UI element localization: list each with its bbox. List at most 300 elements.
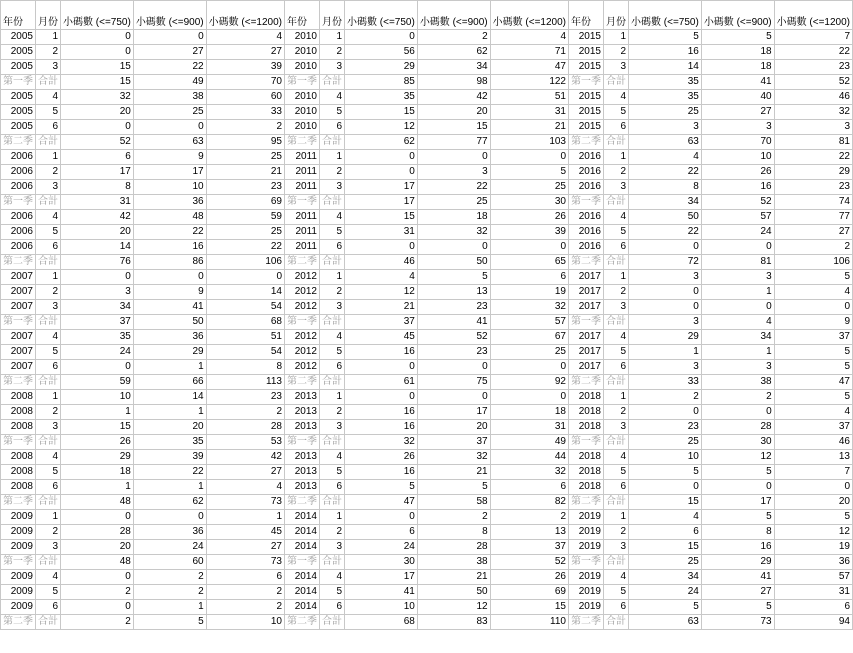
cell-small-1200[interactable]: 113: [206, 375, 284, 390]
cell-month[interactable]: 2: [604, 165, 629, 180]
cell-year[interactable]: 第二季: [285, 255, 320, 270]
cell-month[interactable]: 5: [604, 225, 629, 240]
cell-small-750[interactable]: 34: [629, 195, 702, 210]
cell-small-1200[interactable]: 2: [206, 120, 284, 135]
cell-small-750[interactable]: 35: [61, 330, 134, 345]
cell-small-750[interactable]: 22: [629, 165, 702, 180]
cell-small-1200[interactable]: 0: [774, 480, 852, 495]
cell-small-750[interactable]: 37: [345, 315, 418, 330]
cell-small-750[interactable]: 0: [345, 165, 418, 180]
cell-small-900[interactable]: 28: [701, 420, 774, 435]
cell-small-750[interactable]: 0: [345, 30, 418, 45]
cell-small-1200[interactable]: 49: [490, 435, 568, 450]
cell-small-1200[interactable]: 21: [206, 165, 284, 180]
cell-month[interactable]: 4: [36, 450, 61, 465]
column-header-small-750[interactable]: 小碼數 (<=750): [345, 1, 418, 30]
cell-month[interactable]: 4: [320, 570, 345, 585]
cell-year[interactable]: 2005: [1, 60, 36, 75]
cell-year[interactable]: 2012: [285, 360, 320, 375]
cell-year[interactable]: 2014: [285, 600, 320, 615]
cell-year[interactable]: 2006: [1, 240, 36, 255]
cell-year[interactable]: 第二季: [569, 615, 604, 630]
cell-small-900[interactable]: 2: [417, 510, 490, 525]
cell-small-1200[interactable]: 28: [206, 420, 284, 435]
cell-small-900[interactable]: 1: [701, 285, 774, 300]
cell-year[interactable]: 2007: [1, 345, 36, 360]
cell-small-1200[interactable]: 94: [774, 615, 852, 630]
cell-month[interactable]: 3: [36, 540, 61, 555]
cell-small-900[interactable]: 8: [701, 525, 774, 540]
cell-small-750[interactable]: 2: [61, 585, 134, 600]
cell-small-750[interactable]: 59: [61, 375, 134, 390]
cell-small-1200[interactable]: 81: [774, 135, 852, 150]
cell-small-750[interactable]: 3: [61, 285, 134, 300]
cell-month[interactable]: 6: [36, 120, 61, 135]
cell-small-750[interactable]: 31: [61, 195, 134, 210]
cell-small-900[interactable]: 22: [133, 465, 206, 480]
cell-month[interactable]: 6: [320, 360, 345, 375]
cell-small-1200[interactable]: 47: [490, 60, 568, 75]
cell-small-900[interactable]: 17: [701, 495, 774, 510]
cell-small-900[interactable]: 28: [417, 540, 490, 555]
cell-small-900[interactable]: 34: [701, 330, 774, 345]
cell-small-750[interactable]: 0: [629, 240, 702, 255]
cell-month[interactable]: 2: [320, 525, 345, 540]
cell-small-900[interactable]: 41: [701, 75, 774, 90]
cell-small-750[interactable]: 4: [345, 270, 418, 285]
cell-small-750[interactable]: 61: [345, 375, 418, 390]
cell-month[interactable]: 合計: [320, 495, 345, 510]
cell-small-1200[interactable]: 44: [490, 450, 568, 465]
cell-small-750[interactable]: 15: [345, 210, 418, 225]
cell-year[interactable]: 2006: [1, 150, 36, 165]
cell-small-1200[interactable]: 26: [490, 570, 568, 585]
cell-month[interactable]: 1: [604, 30, 629, 45]
cell-small-900[interactable]: 18: [701, 60, 774, 75]
cell-small-1200[interactable]: 13: [490, 525, 568, 540]
cell-small-750[interactable]: 3: [629, 270, 702, 285]
cell-month[interactable]: 4: [36, 330, 61, 345]
cell-small-750[interactable]: 15: [629, 495, 702, 510]
cell-year[interactable]: 2019: [569, 570, 604, 585]
cell-small-750[interactable]: 33: [629, 375, 702, 390]
cell-small-900[interactable]: 9: [133, 150, 206, 165]
column-header-year[interactable]: 年份: [1, 1, 36, 30]
cell-year[interactable]: 2009: [1, 600, 36, 615]
cell-month[interactable]: 5: [320, 585, 345, 600]
cell-year[interactable]: 第二季: [285, 135, 320, 150]
cell-year[interactable]: 2010: [285, 120, 320, 135]
cell-month[interactable]: 1: [604, 270, 629, 285]
cell-month[interactable]: 2: [36, 405, 61, 420]
cell-small-900[interactable]: 4: [701, 315, 774, 330]
cell-month[interactable]: 6: [320, 240, 345, 255]
cell-month[interactable]: 5: [604, 465, 629, 480]
cell-small-900[interactable]: 17: [133, 165, 206, 180]
cell-small-750[interactable]: 14: [629, 60, 702, 75]
cell-year[interactable]: 2014: [285, 525, 320, 540]
cell-year[interactable]: 2013: [285, 465, 320, 480]
cell-small-1200[interactable]: 5: [774, 510, 852, 525]
cell-small-1200[interactable]: 73: [206, 495, 284, 510]
cell-small-900[interactable]: 25: [133, 105, 206, 120]
cell-small-750[interactable]: 0: [61, 270, 134, 285]
cell-small-900[interactable]: 23: [417, 345, 490, 360]
cell-small-1200[interactable]: 122: [490, 75, 568, 90]
cell-small-750[interactable]: 14: [61, 240, 134, 255]
cell-year[interactable]: 2017: [569, 360, 604, 375]
cell-small-900[interactable]: 15: [417, 120, 490, 135]
cell-year[interactable]: 第二季: [285, 615, 320, 630]
cell-small-1200[interactable]: 37: [774, 330, 852, 345]
column-header-small-750[interactable]: 小碼數 (<=750): [629, 1, 702, 30]
cell-small-1200[interactable]: 27: [206, 45, 284, 60]
cell-small-1200[interactable]: 25: [206, 225, 284, 240]
cell-small-750[interactable]: 15: [345, 105, 418, 120]
cell-small-900[interactable]: 32: [417, 225, 490, 240]
cell-small-750[interactable]: 1: [61, 480, 134, 495]
cell-small-900[interactable]: 73: [701, 615, 774, 630]
cell-year[interactable]: 第二季: [569, 255, 604, 270]
cell-small-1200[interactable]: 33: [206, 105, 284, 120]
cell-month[interactable]: 1: [604, 510, 629, 525]
cell-small-1200[interactable]: 2: [206, 405, 284, 420]
cell-year[interactable]: 2013: [285, 390, 320, 405]
cell-year[interactable]: 第二季: [1, 615, 36, 630]
cell-year[interactable]: 2008: [1, 450, 36, 465]
cell-small-900[interactable]: 10: [133, 180, 206, 195]
cell-small-1200[interactable]: 95: [206, 135, 284, 150]
cell-small-1200[interactable]: 2: [206, 600, 284, 615]
cell-year[interactable]: 2010: [285, 45, 320, 60]
cell-small-1200[interactable]: 8: [206, 360, 284, 375]
cell-small-1200[interactable]: 0: [206, 270, 284, 285]
cell-small-750[interactable]: 5: [629, 30, 702, 45]
cell-small-750[interactable]: 1: [61, 405, 134, 420]
cell-small-900[interactable]: 63: [133, 135, 206, 150]
cell-small-750[interactable]: 42: [61, 210, 134, 225]
cell-small-1200[interactable]: 14: [206, 285, 284, 300]
cell-small-1200[interactable]: 51: [490, 90, 568, 105]
cell-small-1200[interactable]: 22: [206, 240, 284, 255]
cell-small-900[interactable]: 75: [417, 375, 490, 390]
cell-month[interactable]: 6: [604, 480, 629, 495]
cell-small-900[interactable]: 41: [701, 570, 774, 585]
cell-month[interactable]: 1: [36, 390, 61, 405]
cell-small-750[interactable]: 15: [61, 420, 134, 435]
cell-small-1200[interactable]: 31: [490, 420, 568, 435]
cell-small-1200[interactable]: 37: [774, 420, 852, 435]
cell-small-750[interactable]: 32: [345, 435, 418, 450]
cell-small-1200[interactable]: 47: [774, 375, 852, 390]
cell-small-750[interactable]: 34: [629, 570, 702, 585]
cell-month[interactable]: 3: [604, 300, 629, 315]
cell-year[interactable]: 2007: [1, 360, 36, 375]
cell-year[interactable]: 2006: [1, 165, 36, 180]
cell-small-750[interactable]: 52: [61, 135, 134, 150]
cell-small-900[interactable]: 62: [133, 495, 206, 510]
cell-month[interactable]: 6: [604, 360, 629, 375]
cell-small-900[interactable]: 3: [701, 270, 774, 285]
cell-small-1200[interactable]: 52: [490, 555, 568, 570]
cell-month[interactable]: 1: [36, 270, 61, 285]
cell-year[interactable]: 第一季: [1, 435, 36, 450]
cell-year[interactable]: 2019: [569, 540, 604, 555]
cell-small-1200[interactable]: 20: [774, 495, 852, 510]
cell-year[interactable]: 2009: [1, 540, 36, 555]
cell-small-750[interactable]: 0: [345, 390, 418, 405]
cell-month[interactable]: 合計: [36, 195, 61, 210]
cell-year[interactable]: 2010: [285, 90, 320, 105]
cell-month[interactable]: 合計: [36, 375, 61, 390]
cell-small-1200[interactable]: 25: [490, 345, 568, 360]
cell-small-1200[interactable]: 6: [490, 480, 568, 495]
cell-year[interactable]: 2019: [569, 585, 604, 600]
cell-month[interactable]: 4: [604, 570, 629, 585]
cell-small-750[interactable]: 25: [629, 555, 702, 570]
cell-small-1200[interactable]: 2: [490, 510, 568, 525]
cell-year[interactable]: 2015: [569, 120, 604, 135]
cell-year[interactable]: 2008: [1, 390, 36, 405]
cell-small-750[interactable]: 22: [629, 225, 702, 240]
cell-small-750[interactable]: 29: [61, 450, 134, 465]
cell-year[interactable]: 2009: [1, 525, 36, 540]
cell-small-1200[interactable]: 27: [206, 465, 284, 480]
cell-small-750[interactable]: 0: [61, 30, 134, 45]
cell-small-1200[interactable]: 69: [206, 195, 284, 210]
cell-month[interactable]: 4: [320, 210, 345, 225]
cell-small-900[interactable]: 2: [701, 390, 774, 405]
cell-month[interactable]: 3: [604, 60, 629, 75]
cell-small-900[interactable]: 38: [133, 90, 206, 105]
cell-small-1200[interactable]: 92: [490, 375, 568, 390]
cell-small-750[interactable]: 47: [345, 495, 418, 510]
cell-month[interactable]: 3: [36, 420, 61, 435]
cell-year[interactable]: 第二季: [1, 495, 36, 510]
cell-small-750[interactable]: 5: [629, 465, 702, 480]
cell-month[interactable]: 3: [604, 180, 629, 195]
cell-month[interactable]: 4: [320, 90, 345, 105]
cell-month[interactable]: 5: [604, 105, 629, 120]
cell-small-750[interactable]: 3: [629, 315, 702, 330]
cell-small-750[interactable]: 0: [345, 240, 418, 255]
cell-year[interactable]: 第一季: [285, 75, 320, 90]
cell-month[interactable]: 合計: [36, 555, 61, 570]
cell-month[interactable]: 合計: [604, 615, 629, 630]
cell-month[interactable]: 6: [320, 480, 345, 495]
cell-small-750[interactable]: 6: [345, 525, 418, 540]
cell-small-900[interactable]: 26: [701, 165, 774, 180]
cell-year[interactable]: 2010: [285, 30, 320, 45]
cell-month[interactable]: 合計: [36, 75, 61, 90]
cell-small-900[interactable]: 41: [133, 300, 206, 315]
cell-month[interactable]: 5: [36, 465, 61, 480]
cell-small-750[interactable]: 15: [629, 540, 702, 555]
cell-small-1200[interactable]: 6: [490, 270, 568, 285]
cell-small-750[interactable]: 5: [629, 600, 702, 615]
cell-small-900[interactable]: 62: [417, 45, 490, 60]
cell-small-1200[interactable]: 74: [774, 195, 852, 210]
cell-small-1200[interactable]: 32: [490, 300, 568, 315]
cell-small-1200[interactable]: 19: [490, 285, 568, 300]
cell-year[interactable]: 2014: [285, 510, 320, 525]
cell-small-750[interactable]: 24: [629, 585, 702, 600]
cell-small-900[interactable]: 40: [701, 90, 774, 105]
cell-small-1200[interactable]: 27: [774, 225, 852, 240]
cell-year[interactable]: 2007: [1, 285, 36, 300]
cell-year[interactable]: 第一季: [569, 435, 604, 450]
cell-month[interactable]: 3: [320, 60, 345, 75]
cell-year[interactable]: 2012: [285, 345, 320, 360]
cell-small-750[interactable]: 24: [345, 540, 418, 555]
cell-small-1200[interactable]: 31: [490, 105, 568, 120]
cell-small-900[interactable]: 3: [701, 360, 774, 375]
cell-small-1200[interactable]: 5: [774, 345, 852, 360]
cell-small-900[interactable]: 1: [701, 345, 774, 360]
cell-small-750[interactable]: 12: [345, 120, 418, 135]
cell-small-900[interactable]: 30: [701, 435, 774, 450]
cell-small-900[interactable]: 1: [133, 405, 206, 420]
cell-small-750[interactable]: 0: [629, 300, 702, 315]
cell-small-900[interactable]: 0: [417, 240, 490, 255]
cell-year[interactable]: 第二季: [1, 255, 36, 270]
cell-small-900[interactable]: 0: [133, 120, 206, 135]
cell-small-900[interactable]: 35: [133, 435, 206, 450]
cell-small-1200[interactable]: 10: [206, 615, 284, 630]
cell-month[interactable]: 合計: [320, 135, 345, 150]
cell-month[interactable]: 1: [320, 270, 345, 285]
cell-small-900[interactable]: 0: [133, 270, 206, 285]
cell-small-750[interactable]: 29: [629, 330, 702, 345]
cell-year[interactable]: 2016: [569, 225, 604, 240]
cell-small-750[interactable]: 5: [345, 480, 418, 495]
cell-small-900[interactable]: 16: [701, 180, 774, 195]
cell-small-750[interactable]: 21: [345, 300, 418, 315]
cell-year[interactable]: 2013: [285, 405, 320, 420]
cell-year[interactable]: 2017: [569, 330, 604, 345]
cell-small-750[interactable]: 2: [629, 390, 702, 405]
cell-year[interactable]: 第二季: [285, 495, 320, 510]
cell-month[interactable]: 1: [604, 390, 629, 405]
cell-small-1200[interactable]: 59: [206, 210, 284, 225]
cell-small-1200[interactable]: 7: [774, 30, 852, 45]
cell-small-900[interactable]: 23: [417, 300, 490, 315]
cell-small-1200[interactable]: 46: [774, 90, 852, 105]
cell-year[interactable]: 2011: [285, 180, 320, 195]
cell-small-900[interactable]: 0: [701, 405, 774, 420]
cell-month[interactable]: 合計: [604, 555, 629, 570]
cell-year[interactable]: 第一季: [285, 315, 320, 330]
cell-small-1200[interactable]: 4: [774, 405, 852, 420]
cell-small-750[interactable]: 48: [61, 555, 134, 570]
cell-small-750[interactable]: 15: [61, 75, 134, 90]
cell-small-900[interactable]: 36: [133, 525, 206, 540]
cell-year[interactable]: 2007: [1, 270, 36, 285]
cell-small-1200[interactable]: 54: [206, 345, 284, 360]
cell-month[interactable]: 合計: [36, 255, 61, 270]
column-header-small-1200[interactable]: 小碼數 (<=1200): [774, 1, 852, 30]
cell-month[interactable]: 3: [36, 180, 61, 195]
cell-year[interactable]: 2006: [1, 180, 36, 195]
cell-small-1200[interactable]: 5: [490, 165, 568, 180]
cell-year[interactable]: 2017: [569, 270, 604, 285]
cell-year[interactable]: 2017: [569, 300, 604, 315]
cell-small-750[interactable]: 16: [345, 420, 418, 435]
cell-month[interactable]: 1: [36, 510, 61, 525]
cell-small-900[interactable]: 50: [133, 315, 206, 330]
cell-small-750[interactable]: 30: [345, 555, 418, 570]
cell-small-750[interactable]: 10: [629, 450, 702, 465]
cell-small-1200[interactable]: 70: [206, 75, 284, 90]
cell-small-900[interactable]: 20: [417, 420, 490, 435]
cell-small-900[interactable]: 52: [417, 330, 490, 345]
cell-small-750[interactable]: 0: [61, 510, 134, 525]
cell-year[interactable]: 2010: [285, 105, 320, 120]
cell-small-750[interactable]: 46: [345, 255, 418, 270]
cell-small-1200[interactable]: 1: [206, 510, 284, 525]
cell-year[interactable]: 2005: [1, 120, 36, 135]
cell-small-900[interactable]: 5: [701, 30, 774, 45]
cell-small-750[interactable]: 62: [345, 135, 418, 150]
cell-small-900[interactable]: 32: [417, 450, 490, 465]
cell-year[interactable]: 2016: [569, 150, 604, 165]
cell-small-750[interactable]: 0: [629, 405, 702, 420]
cell-small-900[interactable]: 77: [417, 135, 490, 150]
cell-small-900[interactable]: 0: [417, 150, 490, 165]
cell-small-750[interactable]: 34: [61, 300, 134, 315]
cell-month[interactable]: 合計: [36, 495, 61, 510]
cell-small-900[interactable]: 0: [701, 300, 774, 315]
cell-year[interactable]: 2015: [569, 105, 604, 120]
cell-month[interactable]: 2: [36, 45, 61, 60]
cell-month[interactable]: 1: [320, 30, 345, 45]
cell-month[interactable]: 合計: [604, 195, 629, 210]
cell-month[interactable]: 1: [36, 30, 61, 45]
cell-small-750[interactable]: 28: [61, 525, 134, 540]
cell-month[interactable]: 合計: [604, 75, 629, 90]
cell-small-1200[interactable]: 22: [774, 150, 852, 165]
column-header-month[interactable]: 月份: [320, 1, 345, 30]
cell-small-1200[interactable]: 3: [774, 120, 852, 135]
cell-year[interactable]: 2012: [285, 270, 320, 285]
cell-month[interactable]: 5: [320, 225, 345, 240]
cell-month[interactable]: 2: [604, 405, 629, 420]
cell-small-900[interactable]: 60: [133, 555, 206, 570]
cell-month[interactable]: 4: [604, 90, 629, 105]
cell-month[interactable]: 合計: [36, 615, 61, 630]
cell-year[interactable]: 2015: [569, 30, 604, 45]
cell-small-900[interactable]: 0: [133, 510, 206, 525]
cell-small-750[interactable]: 16: [629, 45, 702, 60]
cell-small-1200[interactable]: 77: [774, 210, 852, 225]
cell-month[interactable]: 3: [320, 420, 345, 435]
cell-month[interactable]: 3: [36, 300, 61, 315]
cell-small-1200[interactable]: 13: [774, 450, 852, 465]
cell-small-1200[interactable]: 23: [206, 180, 284, 195]
cell-month[interactable]: 5: [320, 105, 345, 120]
cell-small-900[interactable]: 50: [417, 255, 490, 270]
cell-year[interactable]: 第一季: [285, 435, 320, 450]
column-header-month[interactable]: 月份: [604, 1, 629, 30]
cell-small-750[interactable]: 0: [61, 45, 134, 60]
cell-small-1200[interactable]: 26: [490, 210, 568, 225]
cell-small-900[interactable]: 83: [417, 615, 490, 630]
cell-small-750[interactable]: 24: [61, 345, 134, 360]
cell-small-900[interactable]: 0: [701, 480, 774, 495]
cell-small-1200[interactable]: 2: [774, 240, 852, 255]
cell-year[interactable]: 第二季: [569, 135, 604, 150]
cell-small-900[interactable]: 34: [417, 60, 490, 75]
